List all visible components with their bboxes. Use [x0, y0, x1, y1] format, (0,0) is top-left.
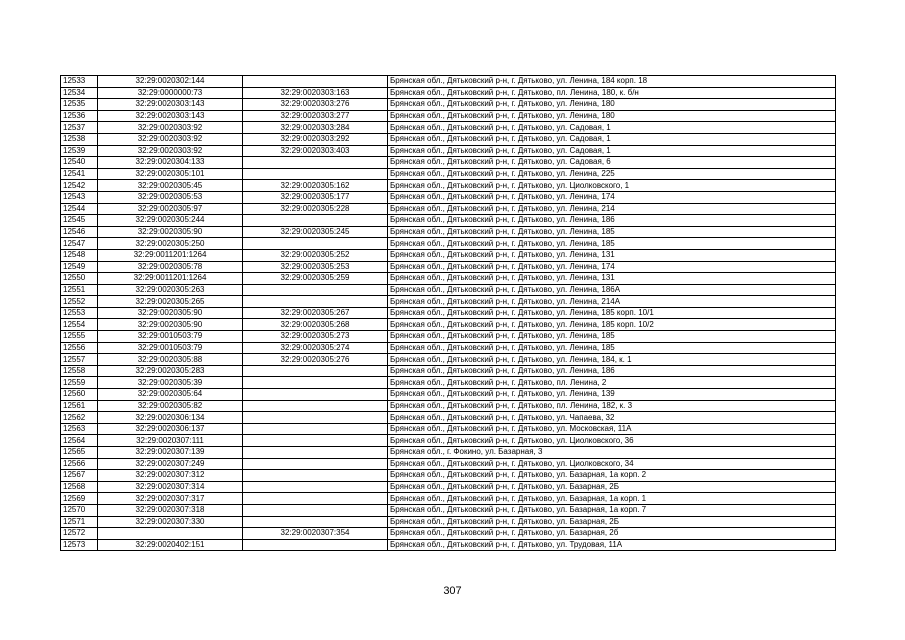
row-number-cell: 12556 [61, 342, 98, 354]
cadastral-number-cell: 32:29:0020305:90 [98, 319, 243, 331]
row-number-cell: 12571 [61, 516, 98, 528]
cadastral-number-cell: 32:29:0020307:318 [98, 504, 243, 516]
address-cell: Брянская обл., Дятьковский р-н, г. Дятьково, ул. Циолковского, 34 [388, 458, 836, 470]
table-row [61, 99, 836, 111]
address-cell: Брянская обл., Дятьковский р-н, г. Дятьково, ул. Ленина, 186А [388, 284, 836, 296]
linked-cadastral-number-cell [243, 516, 388, 528]
cadastral-number-cell: 32:29:0020304:133 [98, 157, 243, 169]
row-number-cell: 12547 [61, 238, 98, 250]
table-row [61, 191, 836, 203]
linked-cadastral-number-cell: 32:29:0020305:259 [243, 273, 388, 285]
row-number-cell: 12561 [61, 400, 98, 412]
row-number-cell: 12542 [61, 180, 98, 192]
row-number-cell: 12552 [61, 296, 98, 308]
table-row [61, 400, 836, 412]
linked-cadastral-number-cell [243, 238, 388, 250]
address-cell: Брянская обл., Дятьковский р-н, г. Дятьково, ул. Циолковского, 36 [388, 435, 836, 447]
cadastral-number-cell: 32:29:0010503:79 [98, 331, 243, 343]
row-number-cell: 12557 [61, 354, 98, 366]
row-number-cell: 12554 [61, 319, 98, 331]
address-cell: Брянская обл., Дятьковский р-н, г. Дятьково, ул. Ленина, 214 [388, 203, 836, 215]
table-row [61, 215, 836, 227]
table-row [61, 504, 836, 516]
cadastral-number-cell: 32:29:0020402:151 [98, 539, 243, 551]
address-cell: Брянская обл., Дятьковский р-н, г. Дятьково, ул. Ленина, 180 [388, 110, 836, 122]
linked-cadastral-number-cell: 32:29:0020305:273 [243, 331, 388, 343]
cadastral-number-cell: 32:29:0010503:79 [98, 342, 243, 354]
row-number-cell: 12546 [61, 226, 98, 238]
address-cell: Брянская обл., Дятьковский р-н, г. Дятьково, ул. Ленина, 186 [388, 365, 836, 377]
address-cell: Брянская обл., Дятьковский р-н, г. Дятьково, ул. Циолковского, 1 [388, 180, 836, 192]
address-cell: Брянская обл., Дятьковский р-н, г. Дятьково, ул. Базарная, 1а корп. 2 [388, 470, 836, 482]
address-cell: Брянская обл., Дятьковский р-н, г. Дятьково, ул. Базарная, 1а корп. 1 [388, 493, 836, 505]
cadastral-number-cell: 32:29:0020305:250 [98, 238, 243, 250]
row-number-cell: 12560 [61, 389, 98, 401]
row-number-cell: 12551 [61, 284, 98, 296]
cadastral-number-cell: 32:29:0020302:144 [98, 76, 243, 88]
linked-cadastral-number-cell: 32:29:0020303:292 [243, 133, 388, 145]
row-number-cell: 12569 [61, 493, 98, 505]
row-number-cell: 12564 [61, 435, 98, 447]
table-row [61, 296, 836, 308]
linked-cadastral-number-cell [243, 365, 388, 377]
cadastral-number-cell: 32:29:0020306:134 [98, 412, 243, 424]
address-cell: Брянская обл., Дятьковский р-н, г. Дятьково, ул. Ленина, 214А [388, 296, 836, 308]
address-cell: Брянская обл., Дятьковский р-н, г. Дятьково, ул. Ленина, 185 [388, 342, 836, 354]
table-row [61, 87, 836, 99]
table-row [61, 412, 836, 424]
row-number-cell: 12536 [61, 110, 98, 122]
linked-cadastral-number-cell [243, 400, 388, 412]
linked-cadastral-number-cell: 32:29:0020305:267 [243, 307, 388, 319]
cadastral-number-cell: 32:29:0000000:73 [98, 87, 243, 99]
table-row [61, 261, 836, 273]
cadastral-number-cell: 32:29:0020303:143 [98, 110, 243, 122]
address-cell: Брянская обл., Дятьковский р-н, г. Дятьково, ул. Ленина, 185 корп. 10/2 [388, 319, 836, 331]
table-row [61, 365, 836, 377]
table-row [61, 226, 836, 238]
table-row [61, 528, 836, 540]
address-cell: Брянская обл., Дятьковский р-н, г. Дятьково, ул. Чапаева, 32 [388, 412, 836, 424]
linked-cadastral-number-cell: 32:29:0020305:268 [243, 319, 388, 331]
table-row [61, 458, 836, 470]
linked-cadastral-number-cell: 32:29:0020305:245 [243, 226, 388, 238]
address-cell: Брянская обл., г. Фокино, ул. Базарная, 3 [388, 447, 836, 459]
linked-cadastral-number-cell: 32:29:0020305:228 [243, 203, 388, 215]
row-number-cell: 12534 [61, 87, 98, 99]
address-cell: Брянская обл., Дятьковский р-н, г. Дятьково, ул. Ленина, 185 [388, 226, 836, 238]
linked-cadastral-number-cell: 32:29:0020303:276 [243, 99, 388, 111]
address-cell: Брянская обл., Дятьковский р-н, г. Дятьково, ул. Ленина, 180 [388, 99, 836, 111]
cadastral-number-cell: 32:29:0020305:53 [98, 191, 243, 203]
cadastral-number-cell: 32:29:0020305:78 [98, 261, 243, 273]
cadastral-number-cell: 32:29:0011201:1264 [98, 273, 243, 285]
table-row [61, 539, 836, 551]
linked-cadastral-number-cell [243, 504, 388, 516]
cadastral-number-cell: 32:29:0020305:90 [98, 226, 243, 238]
address-cell: Брянская обл., Дятьковский р-н, г. Дятьково, ул. Ленина, 185 корп. 10/1 [388, 307, 836, 319]
row-number-cell: 12549 [61, 261, 98, 273]
address-cell: Брянская обл., Дятьковский р-н, г. Дятьково, пл. Ленина, 182, к. 3 [388, 400, 836, 412]
cadastral-number-cell: 32:29:0020305:64 [98, 389, 243, 401]
row-number-cell: 12535 [61, 99, 98, 111]
table-row [61, 238, 836, 250]
linked-cadastral-number-cell: 32:29:0020305:252 [243, 249, 388, 261]
cadastral-number-cell: 32:29:0020307:111 [98, 435, 243, 447]
address-cell: Брянская обл., Дятьковский р-н, г. Дятьково, ул. Ленина, 174 [388, 191, 836, 203]
table-row [61, 307, 836, 319]
linked-cadastral-number-cell [243, 168, 388, 180]
table-row [61, 319, 836, 331]
linked-cadastral-number-cell: 32:29:0020303:163 [243, 87, 388, 99]
row-number-cell: 12544 [61, 203, 98, 215]
cadastral-number-cell: 32:29:0020305:263 [98, 284, 243, 296]
cadastral-number-cell: 32:29:0020307:317 [98, 493, 243, 505]
address-cell: Брянская обл., Дятьковский р-н, г. Дятьково, пл. Ленина, 180, к. б/н [388, 87, 836, 99]
table-row [61, 342, 836, 354]
cadastral-number-cell: 32:29:0020305:39 [98, 377, 243, 389]
table-row [61, 249, 836, 261]
table-row [61, 76, 836, 88]
linked-cadastral-number-cell: 32:29:0020305:162 [243, 180, 388, 192]
table-row [61, 354, 836, 366]
address-cell: Брянская обл., Дятьковский р-н, г. Дятьково, ул. Ленина, 131 [388, 249, 836, 261]
address-cell: Брянская обл., Дятьковский р-н, г. Дятьково, пл. Ленина, 2 [388, 377, 836, 389]
row-number-cell: 12548 [61, 249, 98, 261]
table-row [61, 110, 836, 122]
row-number-cell: 12555 [61, 331, 98, 343]
row-number-cell: 12541 [61, 168, 98, 180]
linked-cadastral-number-cell [243, 423, 388, 435]
linked-cadastral-number-cell [243, 389, 388, 401]
address-cell: Брянская обл., Дятьковский р-н, г. Дятьково, ул. Садовая, 6 [388, 157, 836, 169]
address-cell: Брянская обл., Дятьковский р-н, г. Дятьково, ул. Ленина, 184, к. 1 [388, 354, 836, 366]
linked-cadastral-number-cell: 32:29:0020303:277 [243, 110, 388, 122]
linked-cadastral-number-cell [243, 284, 388, 296]
table-row [61, 470, 836, 482]
table-row [61, 377, 836, 389]
row-number-cell: 12568 [61, 481, 98, 493]
row-number-cell: 12545 [61, 215, 98, 227]
row-number-cell: 12570 [61, 504, 98, 516]
row-number-cell: 12550 [61, 273, 98, 285]
linked-cadastral-number-cell [243, 447, 388, 459]
table-row [61, 180, 836, 192]
linked-cadastral-number-cell: 32:29:0020303:403 [243, 145, 388, 157]
address-cell: Брянская обл., Дятьковский р-н, г. Дятьково, ул. Садовая, 1 [388, 145, 836, 157]
table-row [61, 145, 836, 157]
row-number-cell: 12565 [61, 447, 98, 459]
linked-cadastral-number-cell: 32:29:0020305:274 [243, 342, 388, 354]
cadastral-number-cell: 32:29:0020307:249 [98, 458, 243, 470]
cadastral-number-cell: 32:29:0020305:244 [98, 215, 243, 227]
row-number-cell: 12533 [61, 76, 98, 88]
address-cell: Брянская обл., Дятьковский р-н, г. Дятьково, ул. Ленина, 174 [388, 261, 836, 273]
row-number-cell: 12563 [61, 423, 98, 435]
linked-cadastral-number-cell [243, 412, 388, 424]
address-cell: Брянская обл., Дятьковский р-н, г. Дятьково, ул. Садовая, 1 [388, 122, 836, 134]
row-number-cell: 12553 [61, 307, 98, 319]
cadastral-number-cell: 32:29:0020303:92 [98, 122, 243, 134]
table-row [61, 516, 836, 528]
cadastral-number-cell: 32:29:0020305:97 [98, 203, 243, 215]
address-cell: Брянская обл., Дятьковский р-н, г. Дятьково, ул. Ленина, 184 корп. 18 [388, 76, 836, 88]
cadastral-number-cell: 32:29:0020306:137 [98, 423, 243, 435]
table-row [61, 481, 836, 493]
linked-cadastral-number-cell [243, 76, 388, 88]
cadastral-number-cell: 32:29:0020303:143 [98, 99, 243, 111]
row-number-cell: 12567 [61, 470, 98, 482]
linked-cadastral-number-cell [243, 539, 388, 551]
table-row [61, 284, 836, 296]
address-cell: Брянская обл., Дятьковский р-н, г. Дятьково, ул. Ленина, 225 [388, 168, 836, 180]
cadastral-number-cell: 32:29:0020303:92 [98, 133, 243, 145]
address-cell: Брянская обл., Дятьковский р-н, г. Дятьково, ул. Базарная, 1а корп. 7 [388, 504, 836, 516]
linked-cadastral-number-cell: 32:29:0020303:284 [243, 122, 388, 134]
row-number-cell: 12537 [61, 122, 98, 134]
linked-cadastral-number-cell: 32:29:0020305:177 [243, 191, 388, 203]
linked-cadastral-number-cell [243, 458, 388, 470]
address-cell: Брянская обл., Дятьковский р-н, г. Дятьково, ул. Московская, 11А [388, 423, 836, 435]
property-table [60, 75, 836, 551]
cadastral-number-cell: 32:29:0020305:283 [98, 365, 243, 377]
table-row [61, 389, 836, 401]
linked-cadastral-number-cell: 32:29:0020307:354 [243, 528, 388, 540]
table-row [61, 273, 836, 285]
linked-cadastral-number-cell [243, 296, 388, 308]
address-cell: Брянская обл., Дятьковский р-н, г. Дятьково, ул. Трудовая, 11А [388, 539, 836, 551]
cadastral-number-cell: 32:29:0020307:330 [98, 516, 243, 528]
table-row [61, 423, 836, 435]
table-row [61, 168, 836, 180]
cadastral-number-cell: 32:29:0020307:312 [98, 470, 243, 482]
linked-cadastral-number-cell: 32:29:0020305:276 [243, 354, 388, 366]
page-number: 307 [443, 585, 462, 597]
row-number-cell: 12539 [61, 145, 98, 157]
table-row [61, 133, 836, 145]
linked-cadastral-number-cell [243, 481, 388, 493]
cadastral-number-cell: 32:29:0020305:265 [98, 296, 243, 308]
cadastral-number-cell: 32:29:0020305:88 [98, 354, 243, 366]
cadastral-number-cell: 32:29:0020305:82 [98, 400, 243, 412]
cadastral-number-cell: 32:29:0020305:90 [98, 307, 243, 319]
linked-cadastral-number-cell [243, 215, 388, 227]
table-row [61, 435, 836, 447]
address-cell: Брянская обл., Дятьковский р-н, г. Дятьково, ул. Ленина, 139 [388, 389, 836, 401]
row-number-cell: 12559 [61, 377, 98, 389]
address-cell: Брянская обл., Дятьковский р-н, г. Дятьково, ул. Садовая, 1 [388, 133, 836, 145]
address-cell: Брянская обл., Дятьковский р-н, г. Дятьково, ул. Базарная, 2Б [388, 516, 836, 528]
address-cell: Брянская обл., Дятьковский р-н, г. Дятьково, ул. Ленина, 186 [388, 215, 836, 227]
table-row [61, 447, 836, 459]
cadastral-number-cell: 32:29:0020307:314 [98, 481, 243, 493]
row-number-cell: 12573 [61, 539, 98, 551]
address-cell: Брянская обл., Дятьковский р-н, г. Дятьково, ул. Базарная, 2Б [388, 481, 836, 493]
cadastral-number-cell [98, 528, 243, 540]
address-cell: Брянская обл., Дятьковский р-н, г. Дятьково, ул. Базарная, 2б [388, 528, 836, 540]
cadastral-number-cell: 32:29:0011201:1264 [98, 249, 243, 261]
row-number-cell: 12572 [61, 528, 98, 540]
cadastral-number-cell: 32:29:0020303:92 [98, 145, 243, 157]
linked-cadastral-number-cell [243, 435, 388, 447]
linked-cadastral-number-cell [243, 157, 388, 169]
cadastral-number-cell: 32:29:0020307:139 [98, 447, 243, 459]
row-number-cell: 12566 [61, 458, 98, 470]
row-number-cell: 12562 [61, 412, 98, 424]
linked-cadastral-number-cell [243, 470, 388, 482]
table-row [61, 331, 836, 343]
table-row [61, 122, 836, 134]
address-cell: Брянская обл., Дятьковский р-н, г. Дятьково, ул. Ленина, 131 [388, 273, 836, 285]
table-row [61, 203, 836, 215]
row-number-cell: 12538 [61, 133, 98, 145]
row-number-cell: 12540 [61, 157, 98, 169]
row-number-cell: 12558 [61, 365, 98, 377]
cadastral-number-cell: 32:29:0020305:101 [98, 168, 243, 180]
table-body [61, 76, 836, 551]
linked-cadastral-number-cell: 32:29:0020305:253 [243, 261, 388, 273]
linked-cadastral-number-cell [243, 493, 388, 505]
row-number-cell: 12543 [61, 191, 98, 203]
linked-cadastral-number-cell [243, 377, 388, 389]
cadastral-number-cell: 32:29:0020305:45 [98, 180, 243, 192]
table-row [61, 157, 836, 169]
address-cell: Брянская обл., Дятьковский р-н, г. Дятьково, ул. Ленина, 185 [388, 331, 836, 343]
address-cell: Брянская обл., Дятьковский р-н, г. Дятьково, ул. Ленина, 185 [388, 238, 836, 250]
table-row [61, 493, 836, 505]
